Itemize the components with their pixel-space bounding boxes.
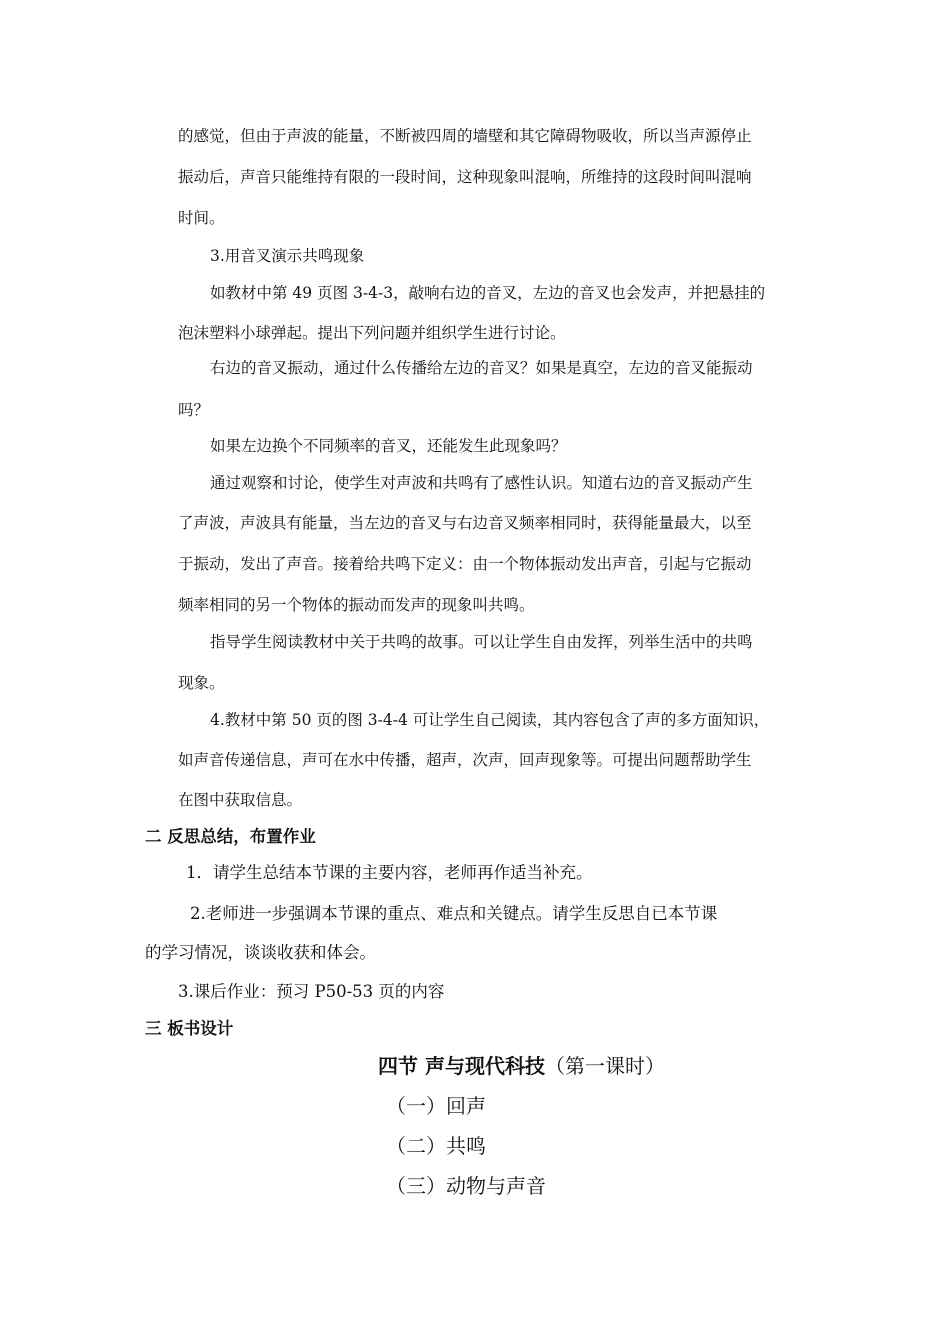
body-line: 如教材中第 49 页图 3-4-3，敲响右边的音叉，左边的音叉也会发声，并把悬挂的 xyxy=(210,284,766,302)
body-line: 在图中获取信息。 xyxy=(178,791,303,809)
board-title-bold: 四节 声与现代科技 xyxy=(378,1054,545,1078)
body-line: 右边的音叉振动，通过什么传播给左边的音叉？如果是真空，左边的音叉能振动 xyxy=(210,359,753,377)
body-line: 振动后，声音只能维持有限的一段时间，这种现象叫混响，所维持的这段时间叫混响 xyxy=(178,168,752,186)
list-item: 2.老师进一步强调本节课的重点、难点和关键点。请学生反思自已本节课 xyxy=(190,904,718,923)
body-line: 于振动，发出了声音。接着给共鸣下定义：由一个物体振动发出声音，引起与它振动 xyxy=(178,555,752,573)
body-line: 吗？ xyxy=(178,401,210,419)
list-item-continuation: 的学习情况，谈谈收获和体会。 xyxy=(145,943,376,962)
body-line: 4.教材中第 50 页的图 3-4-4 可让学生自己阅读，其内容包含了声的多方面知识， xyxy=(210,711,770,729)
numbered-subheading: 3.用音叉演示共鸣现象 xyxy=(210,247,365,265)
body-line: 频率相同的另一个物体的振动而发声的现象叫共鸣。 xyxy=(178,596,535,614)
body-line: 了声波，声波具有能量，当左边的音叉与右边音叉频率相同时，获得能量最大，以至 xyxy=(178,514,752,532)
board-item: （一）回声 xyxy=(386,1094,486,1118)
body-line: 指导学生阅读教材中关于共鸣的故事。可以让学生自由发挥，列举生活中的共鸣 xyxy=(210,633,753,651)
section-heading: 三 板书设计 xyxy=(145,1019,234,1038)
board-item: （三）动物与声音 xyxy=(386,1174,546,1198)
list-item: 1．请学生总结本节课的主要内容，老师再作适当补充。 xyxy=(186,863,593,882)
section-heading: 二 反思总结，布置作业 xyxy=(145,827,316,846)
body-line: 通过观察和讨论，使学生对声波和共鸣有了感性认识。知道右边的音叉振动产生 xyxy=(210,474,753,492)
body-line: 的感觉，但由于声波的能量，不断被四周的墙壁和其它障碍物吸收，所以当声源停止 xyxy=(178,127,752,145)
body-line: 泡沫塑料小球弹起。提出下列问题并组织学生进行讨论。 xyxy=(178,324,566,342)
list-item: 3.课后作业：预习 P50-53 页的内容 xyxy=(178,982,445,1001)
board-item: （二）共鸣 xyxy=(386,1134,486,1158)
body-line: 如声音传递信息，声可在水中传播，超声，次声，回声现象等。可提出问题帮助学生 xyxy=(178,751,752,769)
body-line: 如果左边换个不同频率的音叉，还能发生此现象吗？ xyxy=(210,437,567,455)
body-line: 现象。 xyxy=(178,674,225,692)
board-title xyxy=(378,1053,665,1079)
board-title-suffix: （第一课时） xyxy=(544,1054,665,1078)
body-line: 时间。 xyxy=(178,209,225,227)
